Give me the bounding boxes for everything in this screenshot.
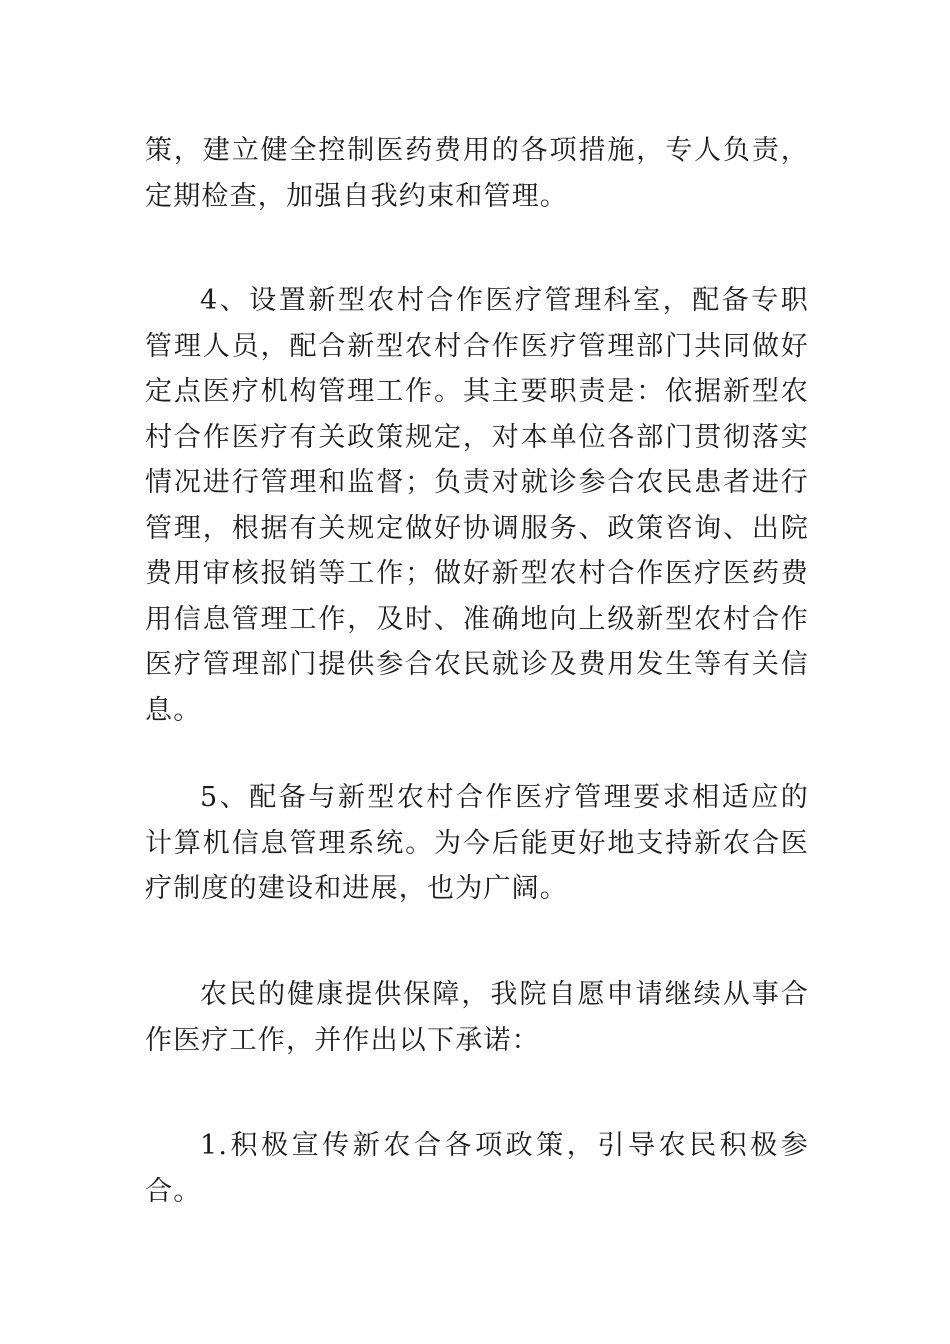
paragraph-application-commitment: 农民的健康提供保障，我院自愿申请继续从事合作医疗工作，并作出以下承诺： xyxy=(145,979,809,1056)
paragraph-cost-control: 策，建立健全控制医药费用的各项措施，专人负责，定期检查，加强自我约束和管理。 xyxy=(145,135,809,212)
paragraph-item-5-information-system: 5、配备与新型农村合作医疗管理要求相适应的计算机信息管理系统。为今后能更好地支持新农合医疗制度的建设和进展，也为广阔。 xyxy=(145,782,809,904)
paragraph-item-4-management-office: 4、设置新型农村合作医疗管理科室，配备专职管理人员，配合新型农村合作医疗管理部门共同做好定点医疗机构管理工作。其主要职责是：依据新型农村合作医疗有关政策规定，对本单位各部门贯彻落实情况进行管理和监督；负责对就诊参合农民患者进行管理，根据有关规定做好协调服务、政策咨询、出院费用审核报销等工作；做好新型农村合作医疗医药费用信息管理工作，及时、准确地向上级新型农村合作医疗管理部门提供参合农民就诊及费用发生等有关信息。 xyxy=(145,285,809,726)
paragraph-commitment-1: 1.积极宣传新农合各项政策，引导农民积极参合。 xyxy=(145,1130,809,1207)
